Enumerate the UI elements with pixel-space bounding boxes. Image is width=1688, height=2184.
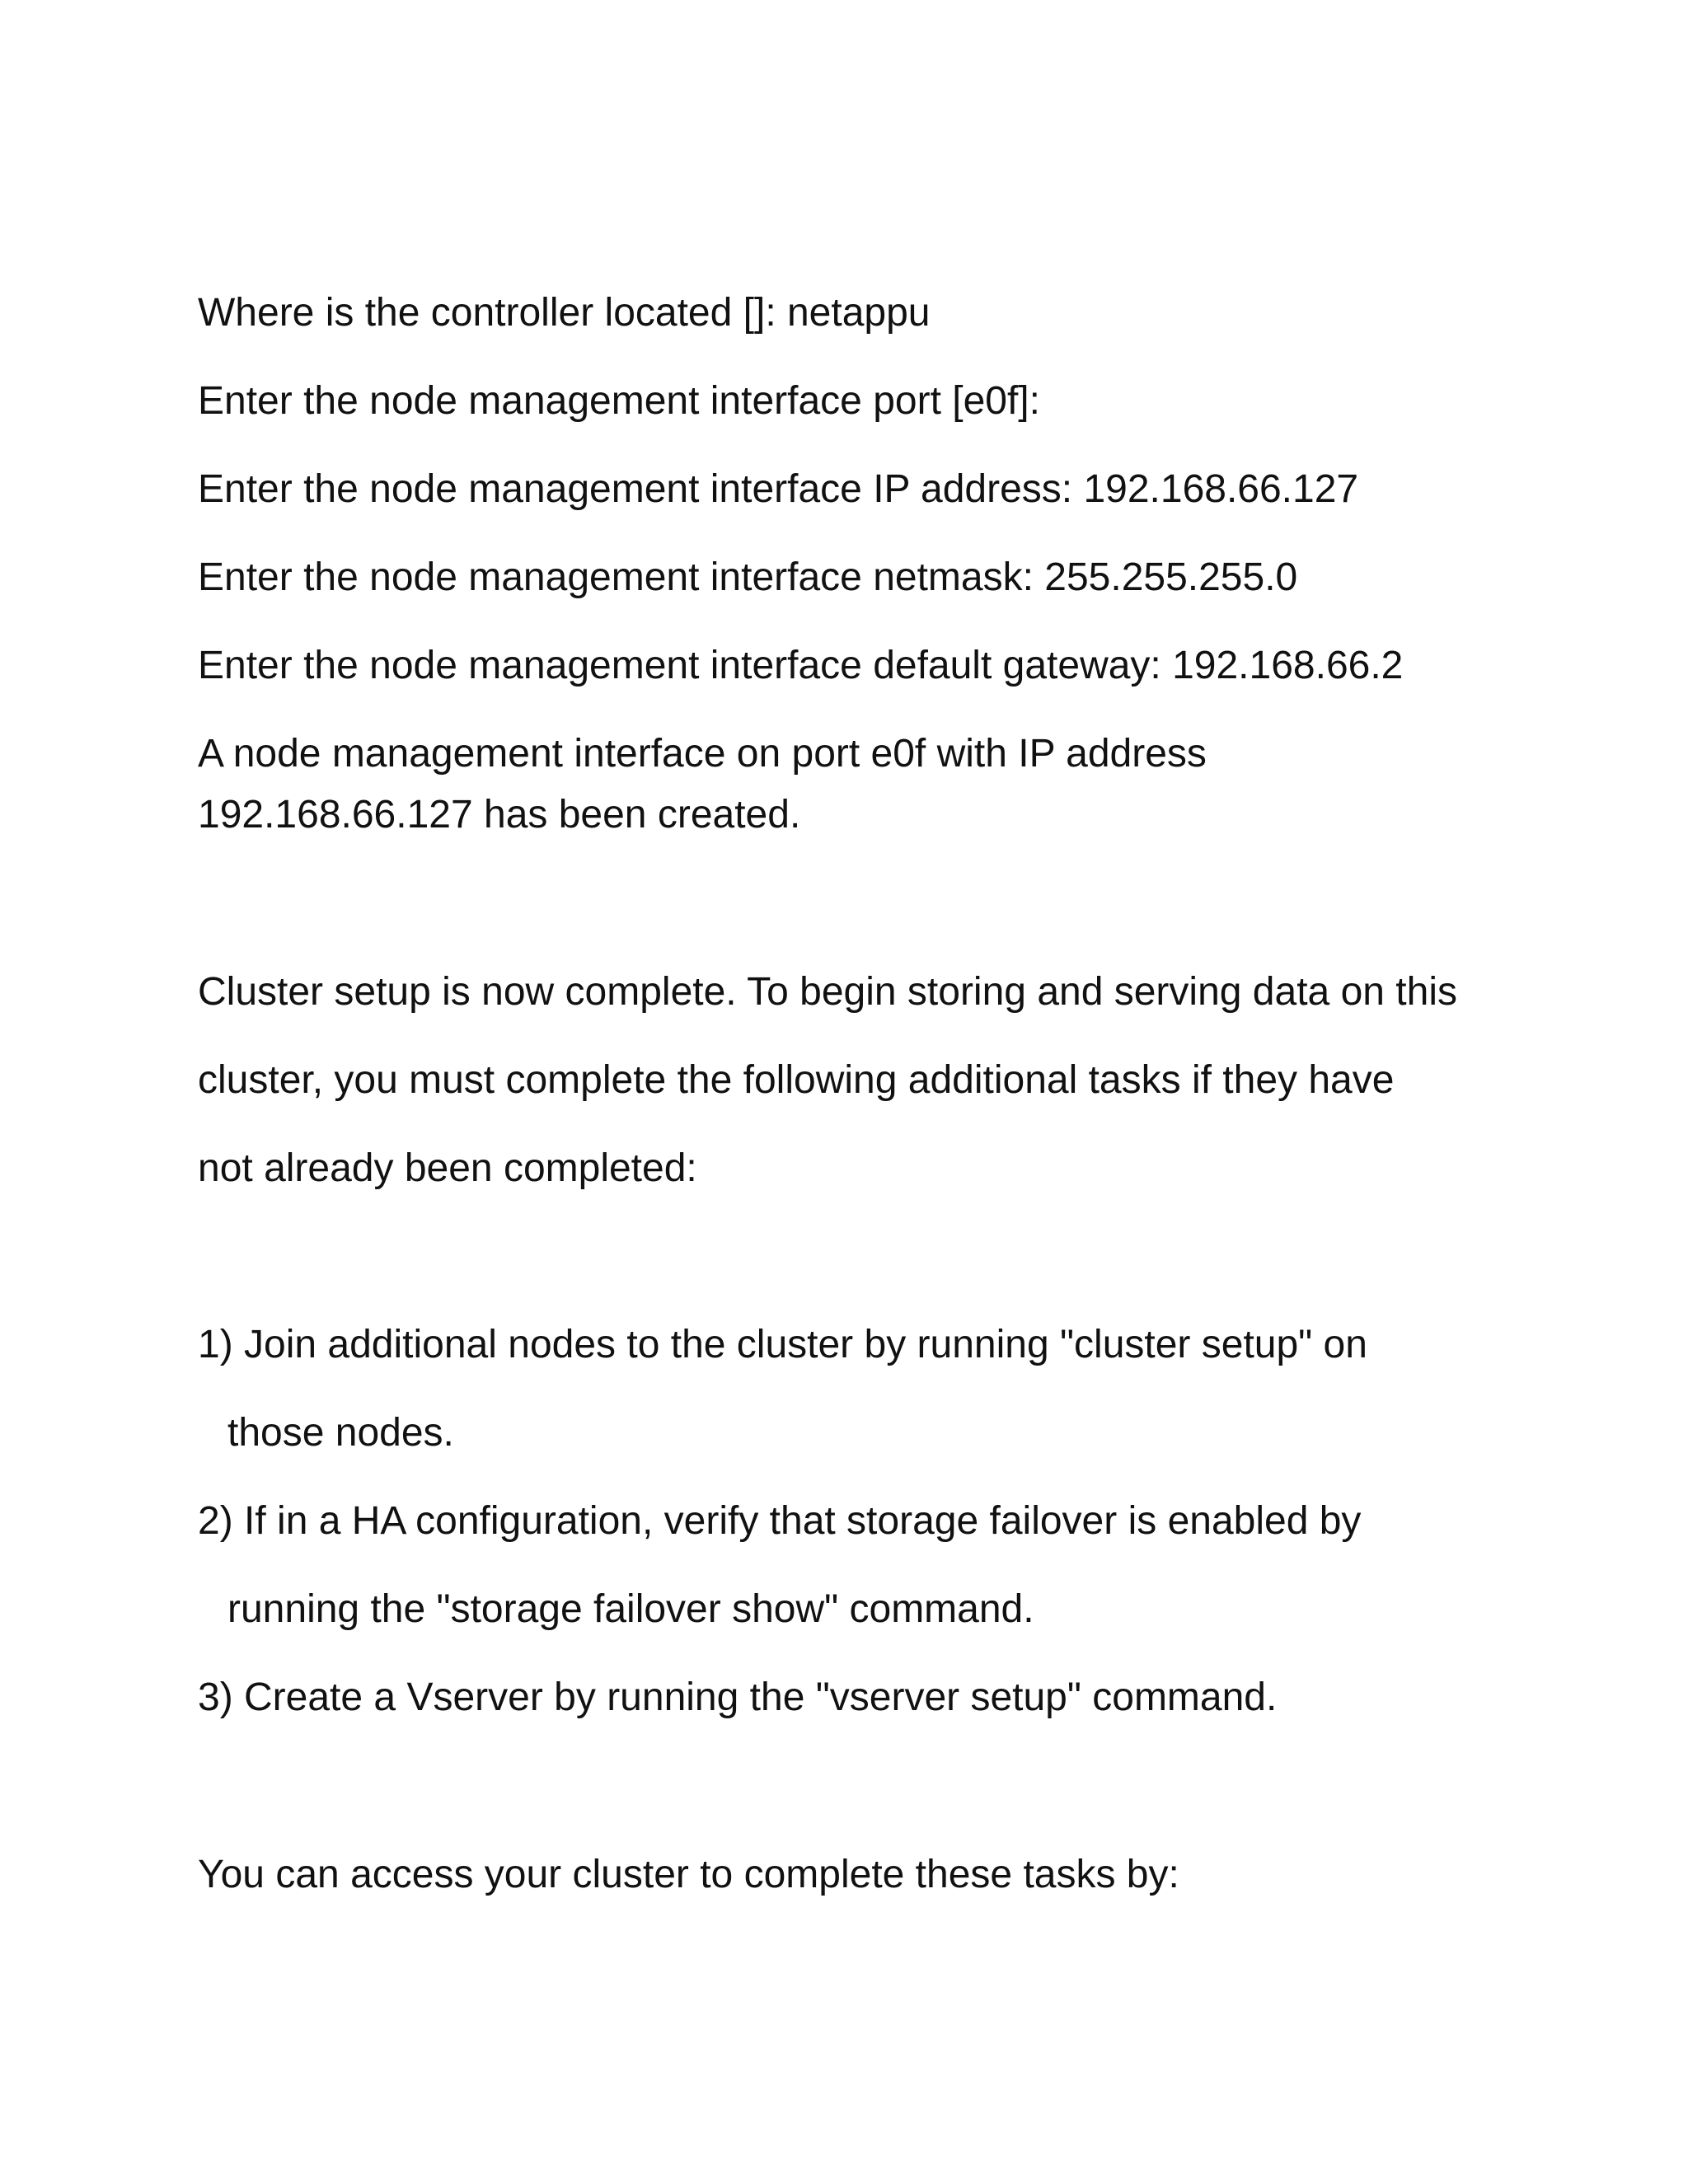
setup-complete-line-3: not already been completed: xyxy=(198,1146,697,1190)
task-1-line-1: 1) Join additional nodes to the cluster by running "cluster setup" on xyxy=(198,1323,1367,1366)
task-1-line-2: those nodes. xyxy=(227,1411,454,1455)
setup-complete-line-2: cluster, you must complete the following additional tasks if they have xyxy=(198,1058,1395,1102)
task-2-line-2: running the "storage failover show" command. xyxy=(227,1587,1034,1631)
created-message-line-1: A node management interface on port e0f with IP address xyxy=(198,732,1207,776)
task-2-line-1: 2) If in a HA configuration, verify that storage failover is enabled by xyxy=(198,1499,1362,1543)
node-ip-line: Enter the node management interface IP address: 192.168.66.127 xyxy=(198,467,1359,511)
task-3-line: 3) Create a Vserver by running the "vserver setup" command. xyxy=(198,1675,1278,1719)
node-port-line: Enter the node management interface port [e0f]: xyxy=(198,379,1040,423)
access-cluster-line: You can access your cluster to complete these tasks by: xyxy=(198,1853,1179,1896)
node-gateway-line: Enter the node management interface default gateway: 192.168.66.2 xyxy=(198,644,1404,687)
created-message-line-2: 192.168.66.127 has been created. xyxy=(198,793,801,837)
setup-complete-line-1: Cluster setup is now complete. To begin storing and serving data on this xyxy=(198,970,1457,1014)
controller-location-line: Where is the controller located []: netappu xyxy=(198,291,931,335)
node-netmask-line: Enter the node management interface netmask: 255.255.255.0 xyxy=(198,555,1298,599)
